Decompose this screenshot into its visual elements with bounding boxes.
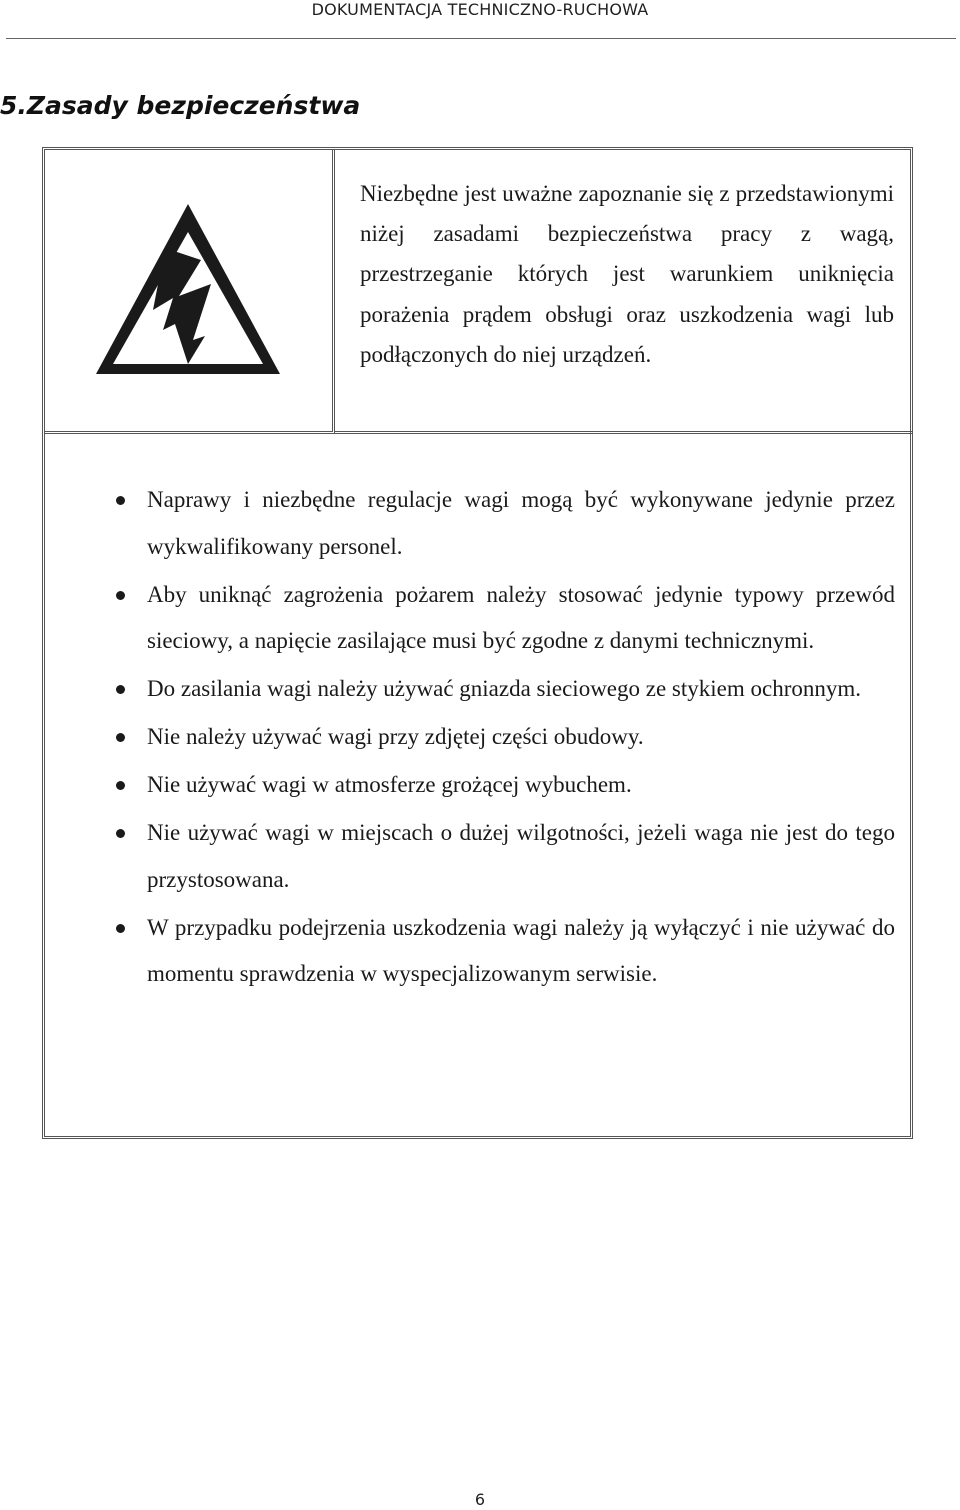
safety-rules-box bbox=[42, 147, 913, 1139]
rule-text: Aby uniknąć zagrożenia pożarem należy stosować jedynie typowy przewód sieciowy, a napięcie zasilające musi być zgodne z danymi technicznymi. bbox=[147, 581, 895, 653]
bullet-icon bbox=[116, 496, 125, 505]
warning-intro-cell bbox=[335, 150, 913, 434]
list-item bbox=[45, 477, 909, 570]
page-number: 6 bbox=[474, 1490, 486, 1509]
list-item bbox=[45, 905, 909, 998]
safety-rules-list bbox=[45, 477, 909, 999]
bullet-icon bbox=[116, 781, 125, 790]
list-item bbox=[45, 714, 909, 761]
bullet-icon bbox=[116, 685, 125, 694]
rule-text: Nie należy używać wagi przy zdjętej części obudowy. bbox=[147, 724, 644, 749]
bullet-icon bbox=[116, 733, 125, 742]
list-item bbox=[45, 810, 909, 903]
list-item bbox=[45, 666, 909, 713]
rule-text: Nie używać wagi w atmosferze grożącej wybuchem. bbox=[147, 772, 632, 797]
rule-text: Nie używać wagi w miejscach o dużej wilgotności, jeżeli waga nie jest do tego przystosowana. bbox=[147, 820, 895, 892]
list-item bbox=[45, 572, 909, 665]
running-header: DOKUMENTACJA TECHNICZNO-RUCHOWA bbox=[311, 0, 649, 19]
bullet-icon bbox=[116, 591, 125, 600]
bullet-icon bbox=[116, 829, 125, 838]
list-item bbox=[45, 762, 909, 809]
warning-icon-cell bbox=[45, 150, 335, 434]
rule-text: W przypadku podejrzenia uszkodzenia wagi należy ją wyłączyć i nie używać do momentu sprawdzenia w wyspecjalizowanym serwisie. bbox=[147, 914, 895, 986]
rule-text: Do zasilania wagi należy używać gniazda sieciowego ze stykiem ochronnym. bbox=[147, 676, 862, 701]
header-divider bbox=[6, 38, 956, 39]
high-voltage-warning-icon bbox=[93, 200, 283, 380]
rule-text: Naprawy i niezbędne regulacje wagi mogą być wykonywane jedynie przez wykwalifikowany personel. bbox=[147, 487, 895, 559]
bullet-icon bbox=[116, 924, 125, 933]
section-title: 5.Zasady bezpieczeństwa bbox=[0, 91, 361, 120]
warning-intro-text: Niezbędne jest uważne zapoznanie się z przedstawionymi niżej zasadami bezpieczeństwa pracy z wagą, przestrzeganie których jest warunkiem uniknięcia porażenia prądem obsługi oraz uszkodzenia wagi lub podłączonych do niej urządzeń. bbox=[360, 181, 894, 367]
